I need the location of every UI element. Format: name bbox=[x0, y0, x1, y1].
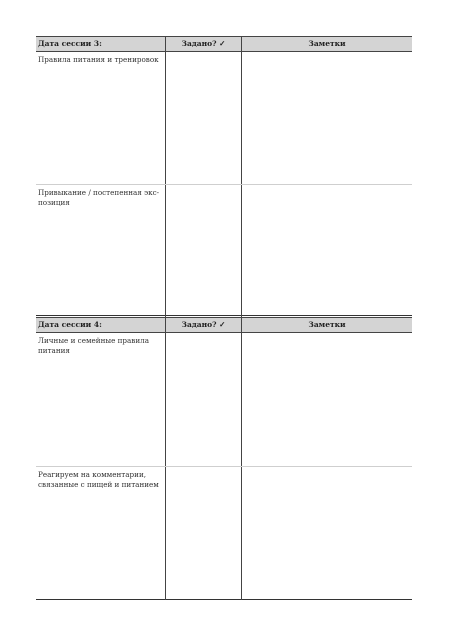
topic-cell: Привыкание / постепенная экс- позиция bbox=[38, 188, 160, 207]
session-date-label: Дата сессии 3: bbox=[38, 39, 102, 48]
topic-cell: Личные и семейные правила питания bbox=[38, 336, 149, 355]
done-cell[interactable] bbox=[165, 185, 241, 317]
session-4-table bbox=[36, 317, 412, 600]
topic-cell: Реагируем на комментарии, связанные с пищей и питанием bbox=[38, 470, 159, 489]
notes-cell[interactable] bbox=[241, 185, 412, 317]
table-header bbox=[36, 317, 412, 333]
table-row bbox=[36, 466, 412, 600]
notes-cell[interactable] bbox=[241, 52, 412, 184]
table-row bbox=[36, 52, 412, 184]
done-column-header: Задано? ✓ bbox=[165, 318, 241, 332]
notes-column-header: Заметки bbox=[241, 318, 412, 332]
table-row bbox=[36, 184, 412, 317]
done-cell[interactable] bbox=[165, 333, 241, 466]
notes-cell[interactable] bbox=[241, 467, 412, 600]
done-cell[interactable] bbox=[165, 467, 241, 600]
topic-cell: Правила питания и тренировок bbox=[38, 55, 159, 64]
session-date-label: Дата сессии 4: bbox=[38, 320, 102, 329]
notes-column-header: Заметки bbox=[241, 37, 412, 51]
notes-cell[interactable] bbox=[241, 333, 412, 466]
session-3-table bbox=[36, 36, 412, 316]
table-header bbox=[36, 36, 412, 52]
done-cell[interactable] bbox=[165, 52, 241, 184]
table-row bbox=[36, 333, 412, 466]
done-column-header: Задано? ✓ bbox=[165, 37, 241, 51]
